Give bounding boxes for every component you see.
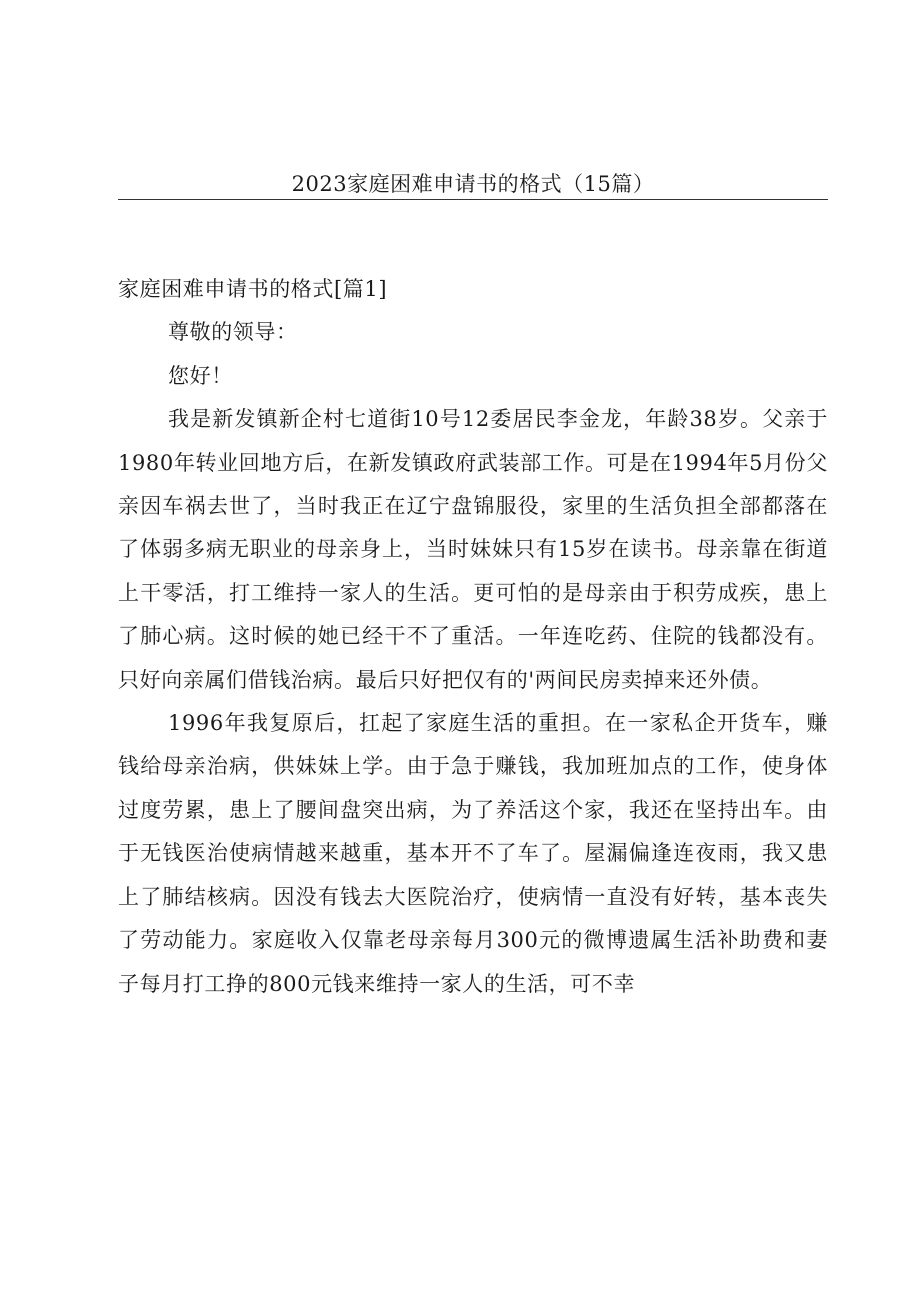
body-paragraph-2: 1996年我复原后，扛起了家庭生活的重担。在一家私企开货车，赚钱给母亲治病，供妹妹上学。由于急于赚钱，我加班加点的工作，使身体过度劳累，患上了腰间盘突出病，为了养活这个家，我还在坚持出车。由于无钱医治使病情越来越重，基本开不了车了。屋漏偏逢连夜雨，我又患上了肺结核病。因没有钱去大医院治疗，使病情一直没有好转，基本丧失了劳动能力。家庭收入仅靠老母亲每月300元的微博遗属生活补助费和妻子每月打工挣的800元钱来维持一家人的生活，可不幸 bbox=[118, 711, 828, 996]
section-heading: 家庭困难申请书的格式[篇1] bbox=[118, 277, 388, 301]
document-body bbox=[118, 268, 828, 1006]
body-paragraph-1: 我是新发镇新企村七道街10号12委居民李金龙，年龄38岁。父亲于1980年转业回地方后，在新发镇政府武装部工作。可是在1994年5月份父亲因车祸去世了，当时我正在辽宁盘锦服役，家里的生活负担全部都落在了体弱多病无职业的母亲身上，当时妹妹只有15岁在读书。母亲靠在街道上干零活，打工维持一家人的生活。更可怕的是母亲由于积劳成疾，患上了肺心病。这时候的她已经干不了重活。一年连吃药、住院的钱都没有。只好向亲属们借钱治病。最后只好把仅有的'两间民房卖掉来还外债。 bbox=[118, 407, 828, 692]
document-title: 2023家庭困难申请书的格式（15篇） bbox=[291, 172, 655, 196]
greeting: 您好！ bbox=[168, 363, 233, 388]
salutation: 尊敬的领导： bbox=[168, 320, 298, 345]
title-underline bbox=[118, 199, 828, 200]
